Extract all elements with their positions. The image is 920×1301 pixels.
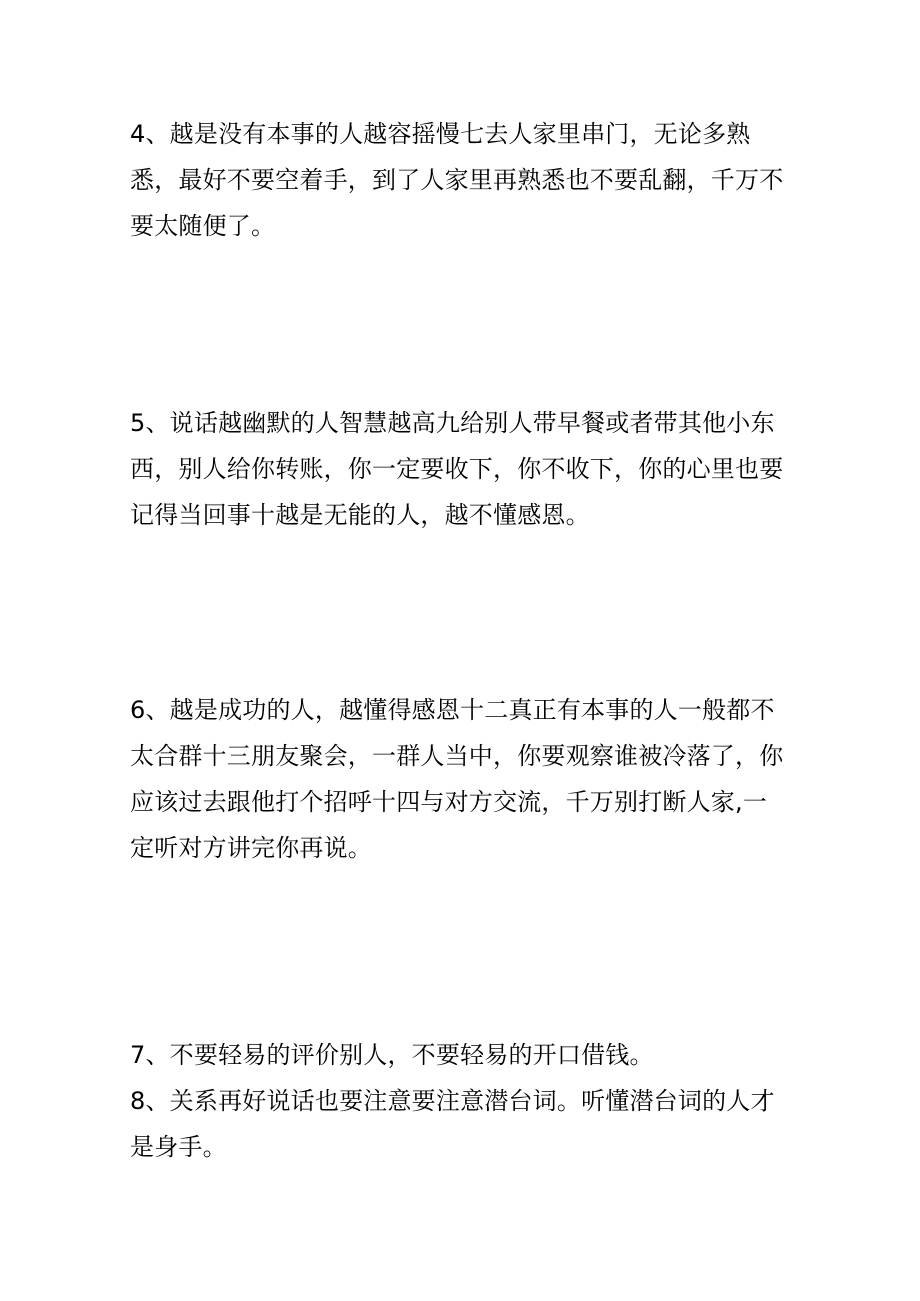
paragraph-5: 5、说话越幽默的人智慧越高九给别人带早餐或者带其他小东西，别人给你转账，你一定要收下，你不收下，你的心里也要记得当回事十越是无能的人，越不懂感恩。 xyxy=(130,409,784,529)
paragraph-7: 7、不要轻易的评价别人，不要轻易的开口借钱。 xyxy=(130,1041,654,1069)
paragraph-6: 6、越是成功的人，越懂得感恩十二真正有本事的人一般都不太合群十三朋友聚会，一群人当中，你要观察谁被冷落了，你应该过去跟他打个招呼十四与对方交流，千万别打断人家,一定听对方讲完你再说。 xyxy=(130,696,784,862)
paragraph-4: 4、越是没有本事的人越容摇慢七去人家里串门，无论多熟悉，最好不要空着手，到了人家里再熟悉也不要乱翻，千万不要太随便了。 xyxy=(130,120,784,240)
paragraph-8: 8、关系再好说话也要注意要注意潜台词。听懂潜台词的人才是身手。 xyxy=(130,1087,775,1161)
